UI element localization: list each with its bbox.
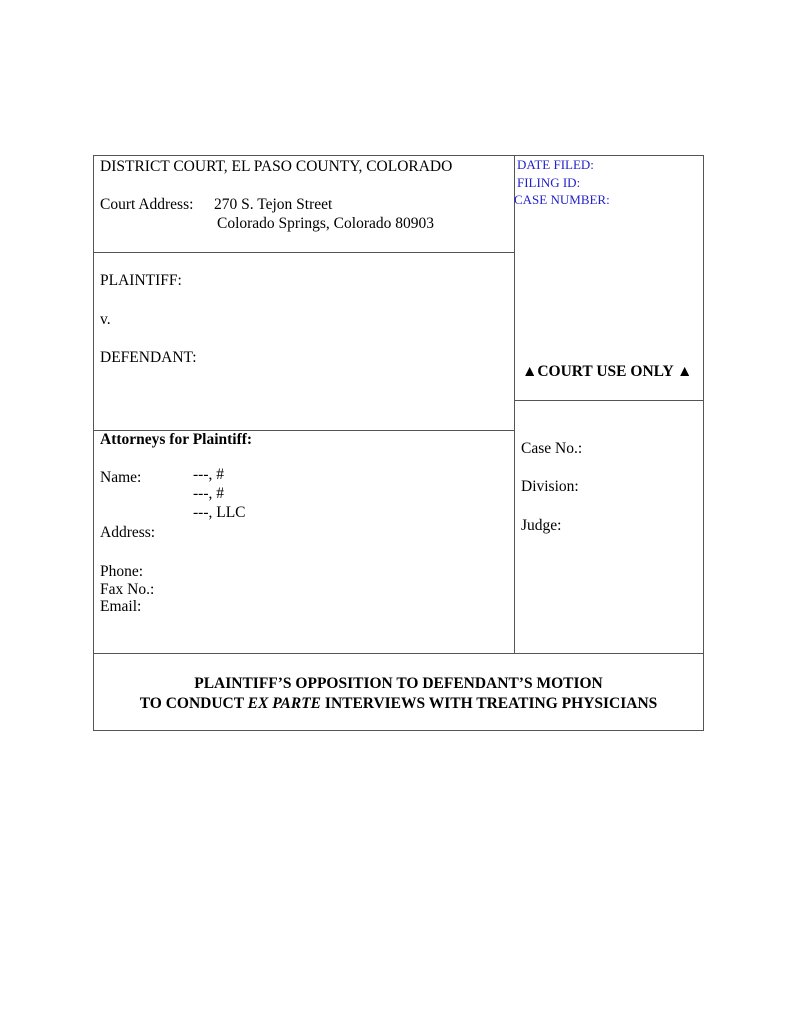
document-title-line2-before: TO CONDUCT <box>139 695 248 712</box>
attorney-name-3: ---, LLC <box>193 504 246 521</box>
title-section-divider <box>94 653 704 654</box>
attorney-name-1: ---, # <box>193 466 224 483</box>
division-label: Division: <box>521 478 579 495</box>
court-use-divider <box>514 400 704 401</box>
attorney-email-label: Email: <box>100 598 142 615</box>
attorneys-heading: Attorneys for Plaintiff: <box>100 431 253 448</box>
versus-label: v. <box>100 311 111 328</box>
document-title-line2 <box>94 694 703 714</box>
court-section-divider <box>94 252 514 253</box>
court-address-line2: Colorado Springs, Colorado 80903 <box>217 215 434 232</box>
document-title-line2-after: INTERVIEWS WITH TREATING PHYSICIANS <box>321 695 658 712</box>
defendant-label: DEFENDANT: <box>100 349 197 366</box>
filing-id-label: FILING ID: <box>517 175 581 190</box>
attorney-name-label: Name: <box>100 469 142 486</box>
attorney-fax-label: Fax No.: <box>100 581 155 598</box>
attorney-phone-label: Phone: <box>100 563 144 580</box>
document-title-line1: PLAINTIFF’S OPPOSITION TO DEFENDANT’S MOTION <box>194 675 603 692</box>
case-number-label: CASE NUMBER: <box>514 192 610 207</box>
judge-label: Judge: <box>521 517 562 534</box>
column-divider <box>514 156 515 653</box>
case-no-label: Case No.: <box>521 440 583 457</box>
date-filed-label: DATE FILED: <box>517 157 594 172</box>
court-name: DISTRICT COURT, EL PASO COUNTY, COLORADO <box>100 158 453 175</box>
case-caption-table <box>93 155 704 731</box>
court-address-label: Court Address: <box>100 196 194 213</box>
court-use-only-label: ▲COURT USE ONLY ▲ <box>522 363 693 380</box>
plaintiff-label: PLAINTIFF: <box>100 272 182 289</box>
attorney-name-2: ---, # <box>193 485 224 502</box>
document-title-ex-parte: EX PARTE <box>247 695 322 712</box>
attorney-address-label: Address: <box>100 524 156 541</box>
court-address-line1: 270 S. Tejon Street <box>214 196 333 213</box>
